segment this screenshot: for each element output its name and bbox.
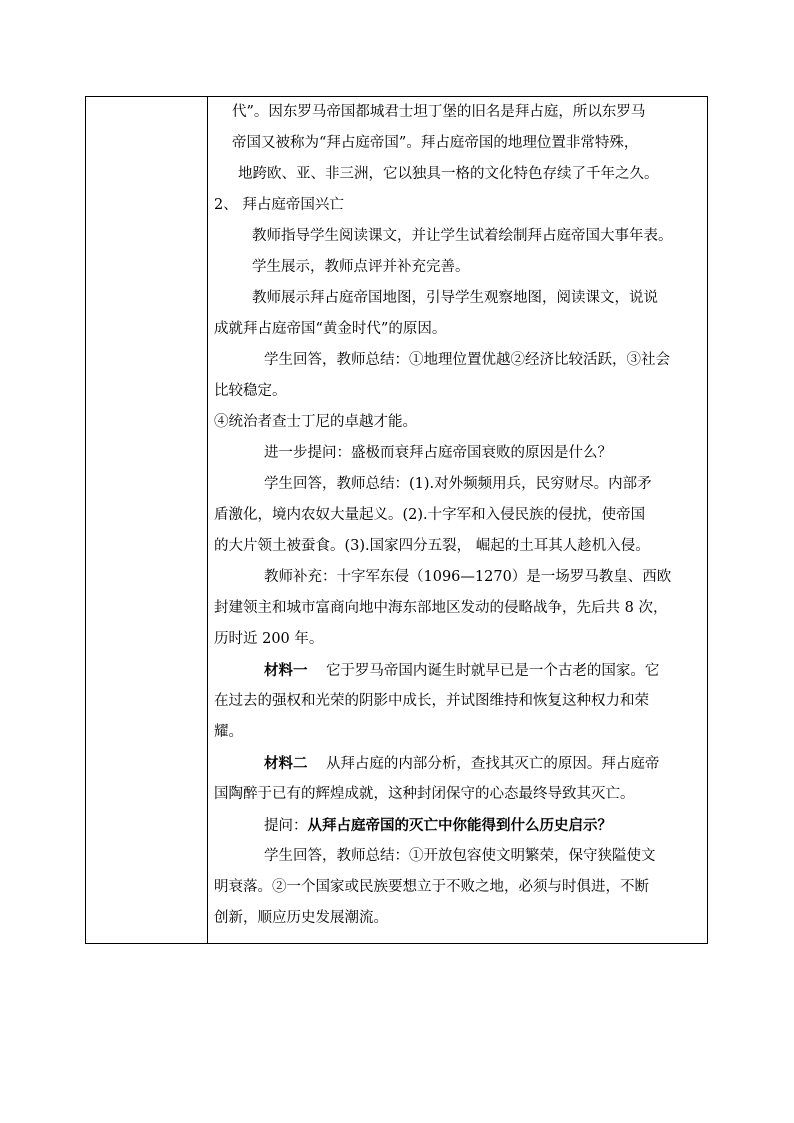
paragraph-line: 进一步提问：盛极而衰拜占庭帝国衰败的原因是什么？ xyxy=(264,445,612,461)
paragraph-line: 地跨欧、亚、非三洲，它以独具一格的文化特色存续了千年之久。 xyxy=(238,166,659,182)
section-heading: 2、 拜占庭帝国兴亡 xyxy=(214,197,344,213)
paragraph-line: 历时近 200 年。 xyxy=(214,631,324,647)
paragraph-line: 教师补充：十字军东侵（1096—1270）是一场罗马教皇、西欧 xyxy=(264,569,672,585)
question-line xyxy=(214,810,702,841)
material-two-label: 材料二 xyxy=(264,755,308,772)
question-label: 提问： xyxy=(264,818,308,834)
paragraph-line: 耀。 xyxy=(214,724,243,740)
paragraph-line: 代”。因东罗马帝国都城君士坦丁堡的旧名是拜占庭，所以东罗马 xyxy=(232,104,646,120)
paragraph-line: ④统治者查士丁尼的卓越才能。 xyxy=(214,414,417,430)
material-one-line xyxy=(214,655,702,686)
content-cell xyxy=(214,97,702,934)
material-one-label: 材料一 xyxy=(264,662,308,679)
paragraph-line: 封建领主和城市富商向地中海东部地区发动的侵略战争，先后共 8 次， xyxy=(214,600,668,616)
paragraph-line: 比较稳定。 xyxy=(214,383,287,399)
paragraph-line: 学生回答，教师总结：(1).对外频频用兵，民穷财尽。内部矛 xyxy=(264,476,652,492)
paragraph-line: 学生回答，教师总结：①地理位置优越②经济比较活跃，③社会 xyxy=(264,352,670,368)
paragraph-line: 教师指导学生阅读课文，并让学生试着绘制拜占庭帝国大事年表。 xyxy=(252,228,673,244)
paragraph-line: 的大片领土被蚕食。(3).国家四分五裂， 崛起的土耳其人趁机入侵。 xyxy=(214,538,650,554)
paragraph-line: 在过去的强权和光荣的阴影中成长，并试图维持和恢复这种权力和荣 xyxy=(214,693,649,709)
paragraph-line: 学生展示，教师点评并补充完善。 xyxy=(252,259,470,275)
paragraph-line: 国陶醉于已有的辉煌成就，这种封闭保守的心态最终导致其灭亡。 xyxy=(214,786,635,802)
material-one-text: 它于罗马帝国内诞生时就早已是一个古老的国家。它 xyxy=(325,663,660,679)
material-two-text: 从拜占庭的内部分析，查找其灭亡的原因。拜占庭帝 xyxy=(325,756,660,772)
lesson-table xyxy=(85,96,708,944)
paragraph-line: 成就拜占庭帝国“黄金时代”的原因。 xyxy=(214,321,447,337)
paragraph-line: 学生回答，教师总结：①开放包容使文明繁荣，保守狭隘使文 xyxy=(264,848,656,864)
paragraph-line: 明衰落。②一个国家或民族要想立于不败之地，必须与时俱进，不断 xyxy=(214,879,649,895)
left-column-cell xyxy=(86,97,208,943)
paragraph-line: 盾激化，境内农奴大量起义。(2).十字军和入侵民族的侵扰，使帝国 xyxy=(214,507,646,523)
paragraph-line: 创新，顺应历史发展潮流。 xyxy=(214,910,388,926)
question-text: 从拜占庭帝国的灭亡中你能得到什么历史启示？ xyxy=(307,817,612,834)
paragraph-line: 教师展示拜占庭帝国地图，引导学生观察地图，阅读课文，说说 xyxy=(252,290,658,306)
material-two-line xyxy=(214,748,702,779)
paragraph-line: 帝国又被称为“拜占庭帝国”。拜占庭帝国的地理位置非常特殊， xyxy=(232,135,639,151)
